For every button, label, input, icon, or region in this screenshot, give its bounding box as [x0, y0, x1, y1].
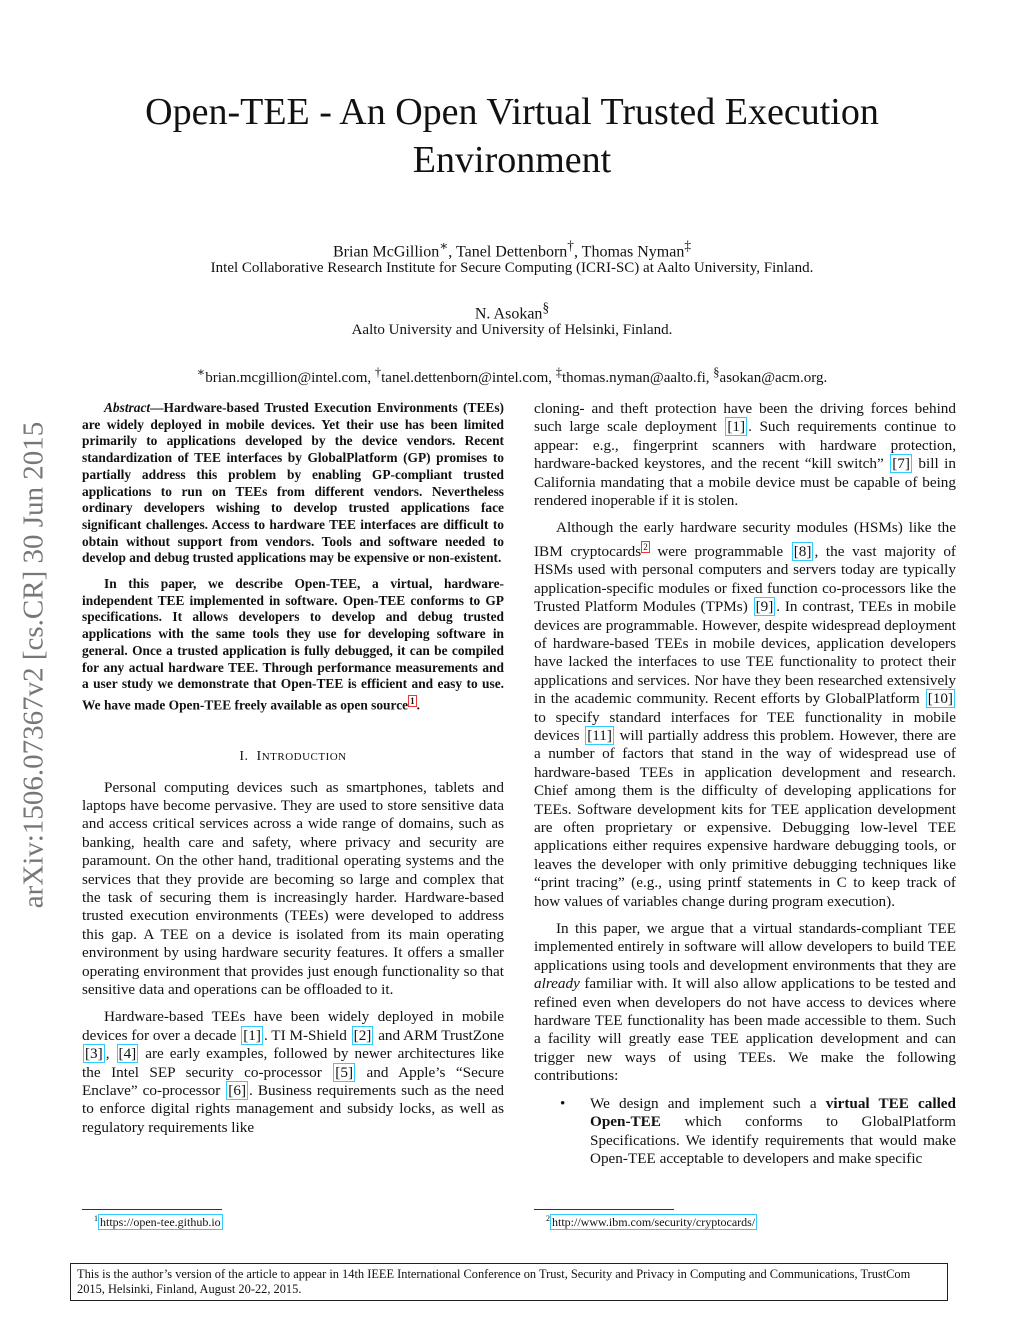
email: tanel.dettenborn@intel.com — [381, 370, 549, 386]
footnote-divider — [82, 1209, 222, 1210]
left-column — [82, 400, 504, 1146]
author-line — [60, 300, 964, 323]
email: brian.mcgillion@intel.com — [205, 370, 368, 386]
citation-link[interactable]: [6] — [228, 1082, 247, 1100]
citation-link[interactable]: [3] — [85, 1045, 103, 1063]
paper-title: Open-TEE - An Open Virtual Trusted Execution Environment — [145, 91, 879, 181]
right-column — [534, 400, 956, 1177]
bullet-icon: • — [560, 1094, 566, 1112]
author-mark: † — [567, 238, 574, 253]
intro-paragraph: Personal computing devices such as smartphones, tablets and laptops have become pervasive. They are used to store sensitive data and access critical services across a wide range of domains, such as banking, health care and safety, where privacy and security are paramount. On the other hand, traditional operating systems and the services that they provide are becoming so large and complex that the task of securing them is increasingly harder. Hardware-based trusted execution environments (TEEs) were developed to address this gap. A TEE on a device is isolated from its main operating environment by using hardware security features. It offers a smaller operating environment that provides just enough functionality so that sensitive data and operations can be offloaded to it. — [82, 778, 504, 998]
email: thomas.nyman@aalto.fi — [562, 370, 706, 386]
footnote-divider — [534, 1209, 674, 1210]
author-name: N. Asokan — [474, 305, 543, 323]
contribution-bullet: • We design and implement such a virtual TEE called Open-TEE which conforms to GlobalPlatform Specifications. We identify requirements that would make Open-TEE acceptable to developers and make specific — [560, 1094, 956, 1167]
body-paragraph: In this paper, we argue that a virtual standards-compliant TEE implemented entirely in software will allow developers to build TEE applications using tools and development environments that they are already familiar with. It will also allow applications to be tested and refined even when developers do not have access to devices where hardware TEE functionality has been made accessible to them. Such a facility will greatly ease TEE application development and can trigger new ways of using TEEs. We make the following contributions: — [534, 920, 956, 1085]
citation-link[interactable]: [2] — [353, 1026, 372, 1044]
citation-link[interactable]: [5] — [335, 1063, 354, 1081]
citation-link[interactable]: [11] — [587, 726, 612, 744]
footnote-link[interactable]: https://open-tee.github.io — [100, 1215, 221, 1229]
footnote-link[interactable]: http://www.ibm.com/security/cryptocards/ — [552, 1215, 756, 1229]
citation-link[interactable]: [8] — [793, 542, 812, 560]
footnote: $^2$ http://www.ibm.com/security/cryptocards/ — [546, 1214, 756, 1229]
affiliation: Intel Collaborative Research Institute for Secure Computing (ICRI-SC) at Aalto University, Finland. — [210, 260, 814, 276]
body-paragraph: cloning- and theft protection have been the driving forces behind such large scale deployment [1] . Such requirements continue to appear: e.g., fingerprint scanners with hardware protection, hardware-backed keystores, and the recent “kill switch” [7] bill in California mandating that a mobile device must be capable of being rendered inoperable if it is stolen. — [534, 400, 956, 510]
body-paragraph: Although the early hardware security modules (HSMs) like the IBM cryptocards $^2$ were programmable [8] , the vast majority of HSMs used with personal computers and servers today are typically application-specific modules or fixed function co-processors like the Trusted Platform Modules (TPMs) [9] . In contrast, TEEs in mobile devices are programmable. However, despite widespread deployment of hardware-based TEEs in mobile devices, application developers have lacked the interfaces to use TEE functionality to protect their applications and services. Nor have they been researched extensively in the academic community. Recent efforts by GlobalPlatform [10] to specify standard interfaces for TEE functionality in mobile devices [11] will partially address this problem. However, there are a number of factors that stand in the way of widespread use of hardware-based TEEs in application development and research. Chief among them is the difficulty of developing applications for TEEs. Software development kits for TEE application development are often proprietary or expensive. Debugging low-level TEE applications either requires expensive hardware debugging tools, or leaves the developer with only primitive debugging techniques like “print tracing” (e.g., using printf statements in C to keep track of how values of variables change during program execution). — [534, 519, 956, 910]
footnote: $^1$ https://open-tee.github.io — [94, 1214, 221, 1229]
author-line: Brian McGillion∗, Tanel Dettenborn†, Thomas Nyman‡ — [333, 238, 691, 261]
citation-link[interactable]: [9] — [755, 598, 774, 616]
citation-link[interactable]: [4] — [118, 1045, 137, 1063]
author-mark: ‡ — [684, 238, 691, 253]
author-name: Brian McGillion — [333, 243, 440, 261]
intro-paragraph: Hardware-based TEEs have been widely deployed in mobile devices for over a decade [1] . TI M-Shield [2] and ARM TrustZone [3] , [4] are early examples, followed by newer architectures like the Intel SEP security co-processor [5] and Apple’s “Secure Enclave” co-processor [6] . Business requirements such as the need to enforce digital rights management and subsidy locks, as well as regulatory requirements like — [82, 1008, 505, 1136]
citation-link[interactable]: [1] — [243, 1026, 261, 1044]
citation-link[interactable]: [7] — [892, 455, 910, 473]
abstract: Abstract—Hardware-based Trusted Execution Environments (TEEs) are widely deployed in mobile devices. Yet their use has been limited primarily to applications developed by the device vendors. Recent standardization of TEE interfaces by GlobalPlatform (GP) promises to partially address this problem by enabling GP-compliant trusted applications to run on TEEs from different vendors. Nevertheless ordinary developers wishing to develop trusted applications face significant challenges. Access to hardware TEE interfaces are difficult to obtain without support from vendors. Tools and software needed to develop and debug trusted applications may be expensive or non-existent. — [82, 400, 504, 566]
citation-link[interactable]: [1] — [727, 418, 746, 436]
author-name: Tanel Dettenborn — [456, 243, 568, 261]
abstract-paragraph: In this paper, we describe Open-TEE, a virtual, hardware-independent TEE implemented in software. Open-TEE conforms to GP specifications. It allows developers to develop and debug trusted applications with the same tools they use for developing software in general. Once a trusted application is fully debugged, it can be compiled for any actual hardware TEE. Through performance measurements and a user study we demonstrate that Open-TEE is efficient and easy to use. We have made Open-TEE freely available as open source $^1$ . — [82, 576, 504, 713]
author-emails: ∗brian.mcgillion@intel.com, †tanel.dettenborn@intel.com, ‡thomas.nyman@aalto.fi, §asokan@acm.org. — [196, 365, 828, 386]
footnote-ref[interactable]: 2 — [643, 541, 648, 552]
arxiv-stamp-text: arXiv:1506.07367v2 [cs.CR] 30 Jun 2015 — [17, 421, 50, 909]
author-name: Thomas Nyman — [581, 243, 685, 261]
email: asokan@acm.org. — [719, 370, 828, 386]
arxiv-stamp — [12, 360, 56, 970]
author-mark: ∗ — [439, 238, 449, 253]
author-mark: § — [542, 300, 550, 315]
affiliation: Aalto University and University of Helsinki, Finland. — [351, 322, 673, 338]
publication-notice: This is the author’s version of the article to appear in 14th IEEE International Conference on Trust, Security and Privacy in Computing and Communications, TrustCom 2015, Helsinki, Finland, August 20-22, 2015. — [70, 1263, 948, 1301]
citation-link[interactable]: [10] — [927, 690, 953, 708]
section-heading: I. INTRODUCTION — [239, 749, 347, 765]
abstract-label: Abstract — [104, 400, 151, 415]
footnote-ref[interactable]: 1 — [410, 695, 415, 706]
